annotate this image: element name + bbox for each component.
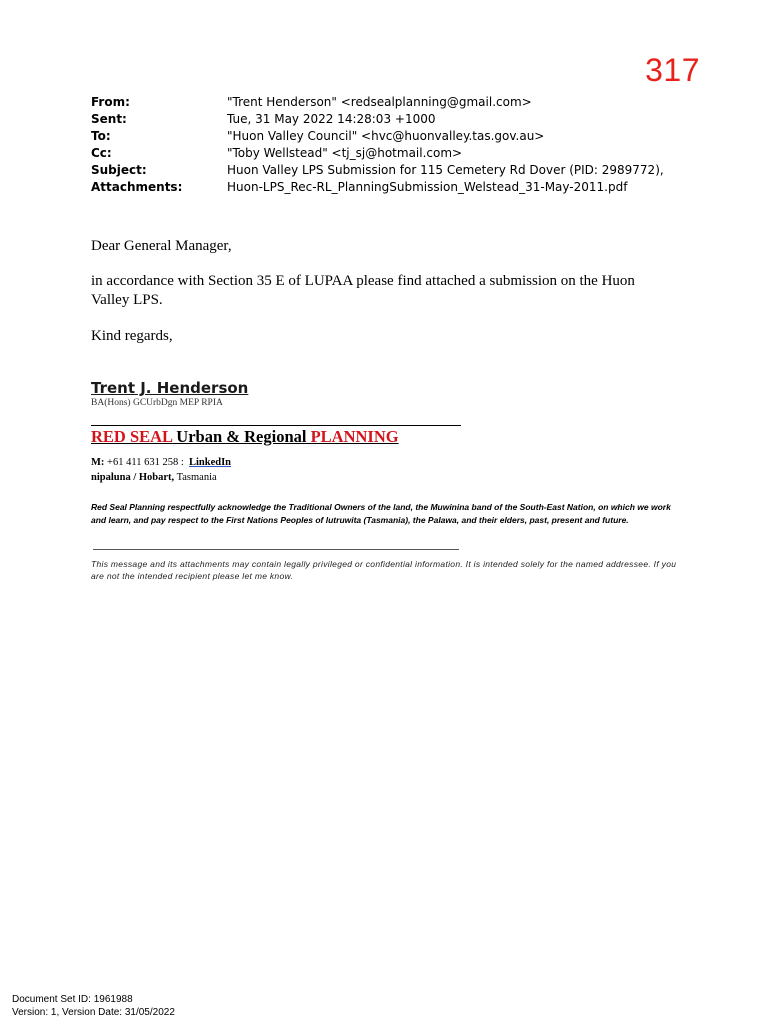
signature-divider [91, 425, 461, 426]
header-row-attachments [91, 179, 664, 196]
firm-name-planning: PLANNING [310, 427, 399, 446]
signature-qualifications: BA(Hons) GCUrbDgn MEP RPIA [91, 398, 223, 408]
location-city: nipaluna / Hobart, [91, 472, 175, 483]
header-label: Subject: [91, 163, 147, 177]
firm-name [91, 427, 399, 447]
signature-name: Trent J. Henderson [91, 379, 249, 397]
header-value: "Trent Henderson" <redsealplanning@gmail.com> [227, 95, 532, 109]
firm-name-middle: Urban & Regional [172, 427, 311, 446]
header-row-subject [91, 162, 664, 179]
greeting: Dear General Manager, [91, 238, 232, 254]
linkedin-link[interactable]: LinkedIn [189, 457, 232, 468]
phone-label: M: [91, 457, 105, 468]
header-value: "Huon Valley Council" <hvc@huonvalley.tas.gov.au> [227, 129, 545, 143]
contact-block [91, 455, 231, 485]
header-label: Sent: [91, 112, 127, 126]
document-version: Version: 1, Version Date: 31/05/2022 [12, 1007, 175, 1018]
body-paragraph: in accordance with Section 35 E of LUPAA please find attached a submission on the Huon Valley LPS. [91, 273, 635, 308]
location-state: Tasmania [174, 472, 217, 483]
header-row-cc [91, 145, 664, 162]
disclaimer-divider [93, 549, 459, 550]
header-label: From: [91, 95, 130, 109]
document-set-id: Document Set ID: 1961988 [12, 994, 133, 1005]
header-row-sent [91, 111, 664, 128]
header-label: To: [91, 129, 111, 143]
location-line [91, 470, 231, 485]
acknowledgement-of-country: Red Seal Planning respectfully acknowledge the Traditional Owners of the land, the Muwinina band of the South-East Nation, on which we work and learn, and pay respect to the First Nations Peoples of lutruwita (Tasmania), the Palawa, and their elders, past, present and future. [91, 502, 671, 525]
header-value: Tue, 31 May 2022 14:28:03 +1000 [227, 112, 436, 126]
email-header [91, 94, 664, 196]
firm-name-red: RED SEAL [91, 427, 173, 446]
closing: Kind regards, [91, 328, 173, 344]
phone-number: +61 411 631 258 : [104, 457, 189, 468]
page-number: 317 [645, 52, 700, 88]
phone-line [91, 455, 231, 470]
confidentiality-disclaimer: This message and its attachments may contain legally privileged or confidential information. It is intended solely for the named addressee. If you are not the intended recipient please let me know. [91, 559, 677, 581]
header-value: Huon Valley LPS Submission for 115 Cemetery Rd Dover (PID: 2989772), [227, 163, 664, 177]
attachment-filename: Huon-LPS_Rec-RL_PlanningSubmission_Welstead_31-May-2011.pdf [227, 180, 628, 194]
document-footer [12, 993, 175, 1019]
header-row-from [91, 94, 664, 111]
header-row-to [91, 128, 664, 145]
header-label: Attachments: [91, 180, 183, 194]
header-label: Cc: [91, 146, 112, 160]
header-value: "Toby Wellstead" <tj_sj@hotmail.com> [227, 146, 463, 160]
